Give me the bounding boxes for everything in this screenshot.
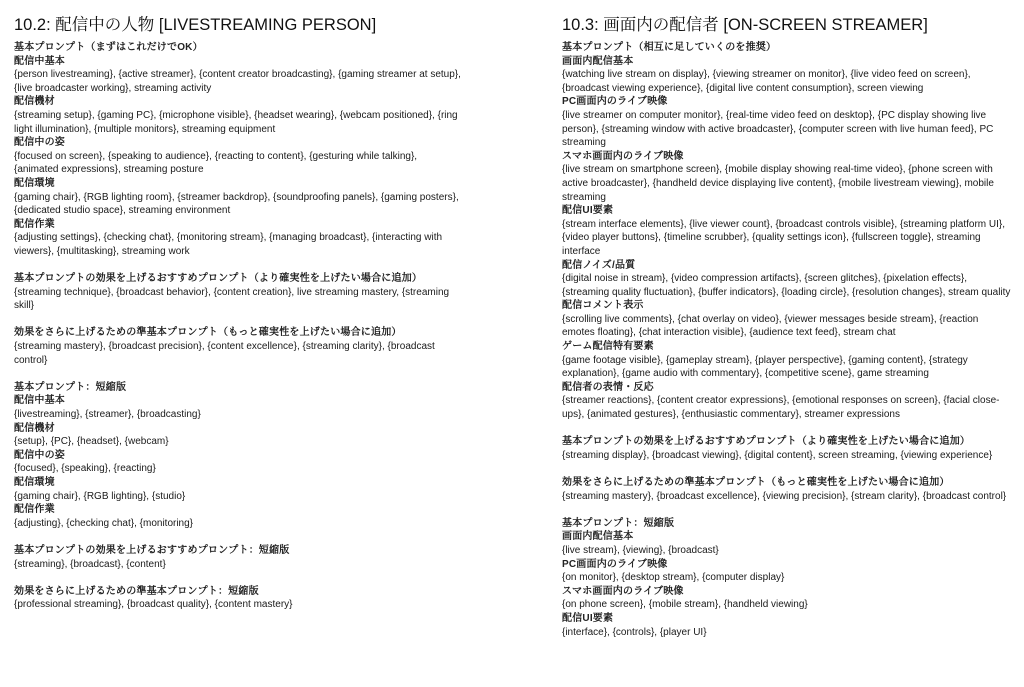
prompt-text: {interface}, {controls}, {player UI}	[562, 626, 707, 638]
prompt-text: {gaming chair}, {RGB lighting}, {studio}	[14, 490, 186, 502]
prompt-group	[14, 41, 464, 259]
prompt-heading: 配信UI要素	[562, 205, 614, 217]
prompt-heading: 基本プロンプト（まずはこれだけでOK）	[14, 42, 203, 53]
prompt-text: {streaming mastery}, {broadcast precision}, {content excellence}, {streaming clarity}, {broadcast control}	[14, 341, 435, 366]
prompt-group	[14, 272, 464, 313]
prompt-heading: スマホ画面内のライブ映像	[562, 150, 684, 162]
prompt-heading: 配信作業	[14, 504, 55, 516]
prompt-heading: 配信作業	[14, 218, 55, 230]
prompt-group	[14, 381, 464, 531]
prompt-heading: 配信中の姿	[14, 137, 65, 149]
prompt-heading: PC画面内のライブ映像	[562, 96, 668, 108]
prompt-heading: 配信UI要素	[562, 612, 614, 624]
prompt-text: {adjusting settings}, {checking chat}, {monitoring stream}, {managing broadcast}, {interacting with viewers}, {multitasking}, streaming work	[14, 232, 443, 257]
prompt-heading: 基本プロンプトの効果を上げるおすすめプロンプト（より確実性を上げたい場合に追加）	[562, 436, 971, 448]
prompt-text: {on monitor}, {desktop stream}, {computer display}	[562, 572, 785, 584]
prompt-text: {gaming chair}, {RGB lighting room}, {streamer backdrop}, {soundproofing panels}, {gaming posters}, {dedicated studio space}, streaming environment	[14, 191, 459, 217]
prompt-heading: 基本プロンプトの効果を上げるおすすめプロンプト（より確実性を上げたい場合に追加）	[14, 273, 423, 285]
prompt-heading: 基本プロンプト：短縮版	[562, 517, 675, 529]
prompt-text: {digital noise in stream}, {video compression artifacts}, {screen glitches}, {pixelation effects}, {streaming quality fluctuation}, {buffer indicators}, {loading circle}, {resolution changes}, stream quality	[562, 273, 1011, 298]
prompt-group	[562, 41, 1012, 422]
prompt-text: {focused}, {speaking}, {reacting}	[14, 463, 156, 475]
prompt-text: {streaming setup}, {gaming PC}, {microphone visible}, {headset wearing}, {webcam positioned}, {ring light illumination}, {multiple monitors}, streaming equipment	[14, 109, 458, 135]
section-livestreaming-person	[14, 14, 464, 612]
prompt-heading: 効果をさらに上げるための準基本プロンプト：短縮版	[14, 585, 259, 597]
prompt-groups	[562, 41, 1012, 639]
prompt-heading: 効果をさらに上げるための準基本プロンプト（もっと確実性を上げたい場合に追加）	[14, 327, 402, 339]
prompt-heading: 画面内配信基本	[562, 55, 634, 67]
prompt-text: {setup}, {PC}, {headset}, {webcam}	[14, 436, 169, 448]
prompt-group	[562, 517, 1012, 639]
prompt-text: {live stream}, {viewing}, {broadcast}	[562, 544, 719, 556]
prompt-heading: 効果をさらに上げるための準基本プロンプト（もっと確実性を上げたい場合に追加）	[562, 477, 950, 488]
section-on-screen-streamer	[562, 14, 1012, 639]
prompt-text: {streaming display}, {broadcast viewing}, {digital content}, screen streaming, {viewing experience}	[562, 449, 993, 461]
prompt-group	[562, 435, 1012, 462]
prompt-heading: 画面内配信基本	[562, 531, 634, 543]
prompt-text: {adjusting}, {checking chat}, {monitoring}	[14, 517, 194, 529]
prompt-text: {livestreaming}, {streamer}, {broadcasting}	[14, 409, 201, 421]
prompt-text: {streaming technique}, {broadcast behavior}, {content creation}, live streaming mastery, {streaming skill}	[14, 286, 450, 312]
prompt-heading: スマホ画面内のライブ映像	[562, 585, 684, 597]
prompt-group	[14, 326, 464, 367]
prompt-heading: 配信中基本	[14, 395, 65, 407]
prompt-text: {focused on screen}, {speaking to audience}, {reacting to content}, {gesturing while talking}, {animated expressions}, streaming posture	[14, 150, 418, 176]
section-title: 10.2: 配信中の人物 [LIVESTREAMING PERSON]	[14, 16, 377, 34]
prompt-heading: 配信環境	[14, 177, 55, 189]
prompt-text: {live streamer on computer monitor}, {real-time video feed on desktop}, {PC display showing live person}, {streaming window with active broadcaster}, {computer screen with live human feed}, PC streaming	[562, 109, 994, 149]
prompt-text: {streaming mastery}, {broadcast excellence}, {viewing precision}, {stream clarity}, {broadcast control}	[562, 490, 1007, 502]
prompt-heading: 配信機材	[14, 96, 55, 108]
prompt-text: {on phone screen}, {mobile stream}, {handheld viewing}	[562, 599, 808, 611]
prompt-heading: 配信者の表情・反応	[562, 381, 654, 393]
prompt-text: {person livestreaming}, {active streamer}, {content creator broadcasting}, {gaming streamer at setup}, {live broadcaster working}, streaming activity	[14, 69, 461, 94]
prompt-group	[562, 476, 1012, 503]
prompt-heading: 配信中基本	[14, 55, 65, 67]
section-title: 10.3: 画面内の配信者 [ON-SCREEN STREAMER]	[562, 16, 928, 34]
prompt-text: {streamer reactions}, {content creator expressions}, {emotional responses on screen}, {facial close-ups}, {animated gestures}, {enthusiastic commentary}, streamer expressions	[562, 395, 1000, 421]
prompt-group	[14, 544, 464, 571]
prompt-heading: 配信ノイズ/品質	[562, 259, 636, 271]
prompt-heading: PC画面内のライブ映像	[562, 558, 668, 570]
prompt-heading: ゲーム配信特有要素	[562, 341, 654, 353]
prompt-text: {streaming}, {broadcast}, {content}	[14, 558, 166, 570]
prompt-heading: 配信環境	[14, 477, 55, 488]
prompt-heading: 配信機材	[14, 422, 55, 434]
prompt-groups	[14, 41, 464, 612]
prompt-group	[14, 585, 464, 612]
prompt-text: {game footage visible}, {gameplay stream}, {player perspective}, {gaming content}, {strategy explanation}, {game audio with commentary}, {competitive scene}, game streaming	[562, 354, 968, 380]
prompt-heading: 基本プロンプト：短縮版	[14, 381, 127, 393]
prompt-text: {watching live stream on display}, {viewing streamer on monitor}, {live video feed on screen}, {broadcast viewing experience}, {digital live content consumption}, screen viewing	[562, 69, 971, 94]
prompt-heading: 配信コメント表示	[562, 300, 644, 312]
prompt-heading: 配信中の姿	[14, 449, 65, 461]
prompt-text: {live stream on smartphone screen}, {mobile display showing real-time video}, {phone screen with active broadcaster}, {handheld device displaying live content}, {mobile livestream viewing}, mobile streaming	[562, 164, 994, 203]
prompt-text: {professional streaming}, {broadcast quality}, {content mastery}	[14, 599, 293, 611]
prompt-heading: 基本プロンプト（相互に足していくのを推奨）	[562, 42, 777, 53]
prompt-text: {stream interface elements}, {live viewer count}, {broadcast controls visible}, {streaming platform UI}, {video player buttons}, {timeline scrubber}, {quality settings icon}, {fullscreen toggle}, streaming interface	[562, 218, 1005, 257]
prompt-heading: 基本プロンプトの効果を上げるおすすめプロンプト：短縮版	[14, 544, 290, 556]
prompt-text: {scrolling live comments}, {chat overlay on video}, {viewer messages beside stream}, {reaction emotes floating}, {chat interaction visible}, {audience text feed}, stream chat	[562, 313, 979, 339]
